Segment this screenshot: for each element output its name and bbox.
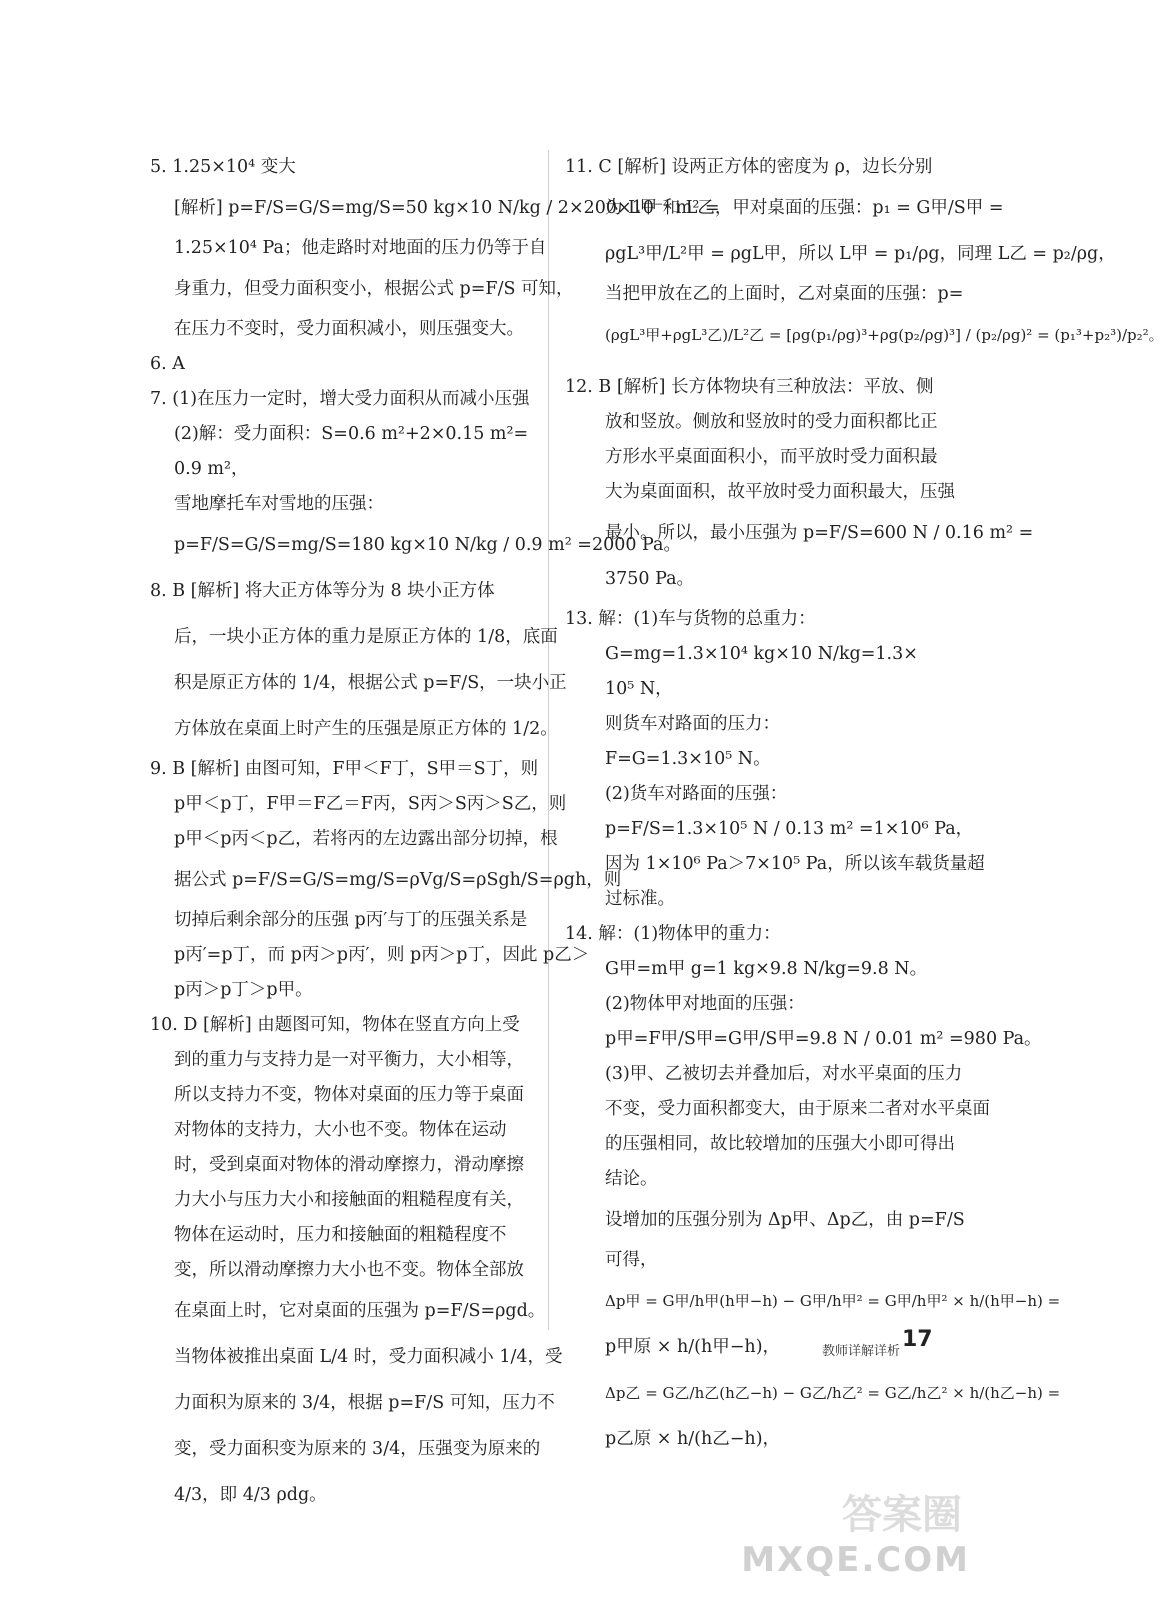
answer-9 [150, 752, 622, 1008]
line: 11. C [解析] 设两正方体的密度为 ρ，边长分别 [565, 157, 933, 177]
line: 14. 解：(1)物体甲的重力： [565, 924, 781, 944]
line: p=F/S=1.3×10⁵ N / 0.13 m² =1×10⁶ Pa， [605, 819, 974, 839]
line: 9. B [解析] 由图可知，F甲＜F丁，S甲＝S丁，则 [150, 759, 539, 779]
line: 因为 1×10⁶ Pa＞7×10⁵ Pa，所以该车载货量超 [605, 854, 985, 874]
line: 变，受力面积变为原来的 3/4，压强变为原来的 [174, 1439, 541, 1459]
page-number: 17 [902, 1327, 933, 1352]
line: 1.25×10⁴ Pa；他走路时对地面的压力仍等于自 [174, 238, 547, 258]
line: 当把甲放在乙的上面时，乙对桌面的压强：p= [605, 284, 964, 304]
line: 放和竖放。侧放和竖放时的受力面积都比正 [605, 412, 938, 432]
line: (ρgL³甲+ρgL³乙)/L²乙 = [ρg(p₁/ρg)³+ρg(p₂/ρg)³] / (p₂/ρg)² = (p₁³+p₂³)/p₂²。 [605, 326, 1164, 344]
line: (3)甲、乙被切去并叠加后，对水平桌面的压力 [605, 1064, 963, 1084]
line: 在压力不变时，受力面积减小，则压强变大。 [174, 319, 524, 339]
line: ρgL³甲/L²甲 = ρgL甲，所以 L甲 = p₁/ρg，同理 L乙 = p₂/ρg， [605, 244, 1116, 264]
line: 最小。所以，最小压强为 p=F/S=600 N / 0.16 m² = [605, 523, 1034, 543]
line: 时，受到桌面对物体的滑动摩擦力，滑动摩擦 [174, 1155, 524, 1175]
line: 6. A [150, 354, 185, 374]
watermark-logo: 答案圈 [842, 1492, 962, 1538]
line: p丙′=p丁，而 p丙＞p丙′，则 p丙＞p丁，因此 p乙＞ [174, 945, 590, 965]
line: (2)货车对路面的压强： [605, 784, 788, 804]
line: 当物体被推出桌面 L/4 时，受力面积减小 1/4，受 [174, 1347, 563, 1367]
line: p甲＜p丁，F甲＝F乙＝F丙，S丙＞S丙＞S乙，则 [174, 794, 567, 814]
line: 力面积为原来的 3/4，根据 p=F/S 可知，压力不 [174, 1393, 555, 1413]
line: 后，一块小正方体的重力是原正方体的 1/8，底面 [174, 627, 558, 647]
line: p甲原 × h/(h甲−h)， [605, 1337, 781, 1357]
line: 12. B [解析] 长方体物块有三种放法：平放、侧 [565, 377, 934, 397]
line: 到的重力与支持力是一对平衡力，大小相等， [174, 1050, 524, 1070]
line: 所以支持力不变，物体对桌面的压力等于桌面 [174, 1085, 524, 1105]
line: 5. 1.25×10⁴ 变大 [150, 157, 296, 177]
right-column [565, 150, 1164, 1462]
footer-label: 教师详解详析 [822, 1344, 901, 1359]
line: 为 L甲 和 L乙，甲对桌面的压强：p₁ = G甲/S甲 = [605, 198, 1004, 218]
answer-6 [150, 347, 540, 382]
watermark-url: MXQE.COM [741, 1540, 970, 1580]
line: 积是原正方体的 1/4，根据公式 p=F/S，一块小正 [174, 673, 567, 693]
line: p甲=F甲/S甲=G甲/S甲=9.8 N / 0.01 m² =980 Pa。 [605, 1029, 1042, 1049]
line: 身重力，但受力面积变小，根据公式 p=F/S 可知， [174, 279, 574, 299]
line: 13. 解：(1)车与货物的总重力： [565, 609, 816, 629]
line: 则货车对路面的压力： [605, 714, 780, 734]
line: 设增加的压强分别为 Δp甲、Δp乙，由 p=F/S [605, 1210, 965, 1230]
line: G=mg=1.3×10⁴ kg×10 N/kg=1.3× [605, 644, 918, 664]
answer-10 [150, 1008, 563, 1518]
line: 4/3，即 4/3 ρdg。 [174, 1485, 327, 1505]
line: 0.9 m²， [174, 459, 249, 479]
line: 方体放在桌面上时产生的压强是原正方体的 1/2。 [174, 719, 558, 739]
line: 对物体的支持力，大小也不变。物体在运动 [174, 1120, 507, 1140]
line: 在桌面上时，它对桌面的压强为 p=F/S=ρgd。 [174, 1301, 546, 1321]
line: 据公式 p=F/S=G/S=mg/S=ρVg/S=ρSgh/S=ρgh，则 [174, 870, 622, 890]
line: [解析] p=F/S=G/S=mg/S=50 kg×10 N/kg / 2×200×10⁻⁴ m² = [174, 198, 720, 218]
line: F=G=1.3×10⁵ N。 [605, 749, 771, 769]
line: 方形水平桌面面积小，而平放时受力面积最 [605, 447, 938, 467]
line: Δp甲 = G甲/h甲(h甲−h) − G甲/h甲² = G甲/h甲² × h/(h甲−h) = [605, 1292, 1061, 1310]
line: Δp乙 = G乙/h乙(h乙−h) − G乙/h乙² = G乙/h乙² × h/(h乙−h) = [605, 1384, 1061, 1402]
line: p乙原 × h/(h乙−h)， [605, 1429, 781, 1449]
line: 的压强相同，故比较增加的压强大小即可得出 [605, 1134, 955, 1154]
answer-14 [565, 917, 1061, 1462]
line: 10⁵ N， [605, 679, 673, 699]
line: 不变，受力面积都变大，由于原来二者对水平桌面 [605, 1099, 990, 1119]
line: 结论。 [605, 1169, 658, 1189]
answer-7 [150, 382, 681, 568]
line: p甲＜p丙＜p乙，若将丙的左边露出部分切掉，根 [174, 829, 558, 849]
line: 过标准。 [605, 889, 675, 909]
answer-11 [565, 150, 1164, 358]
line: 切掉后剩余部分的压强 p丙′与丁的压强关系是 [174, 910, 528, 930]
answer-8 [150, 568, 567, 752]
line: p丙＞p丁＞p甲。 [174, 980, 313, 1000]
line: 雪地摩托车对雪地的压强： [174, 494, 384, 514]
line: (2)物体甲对地面的压强： [605, 994, 805, 1014]
line: 物体在运动时，压力和接触面的粗糙程度不 [174, 1225, 507, 1245]
line: 可得， [605, 1250, 658, 1270]
line: 7. (1)在压力一定时，增大受力面积从而减小压强 [150, 389, 530, 409]
line: G甲=m甲 g=1 kg×9.8 N/kg=9.8 N。 [605, 959, 928, 979]
line: 大为桌面面积，故平放时受力面积最大，压强 [605, 482, 955, 502]
line: 变，所以滑动摩擦力大小也不变。物体全部放 [174, 1260, 524, 1280]
line: 3750 Pa。 [605, 569, 695, 589]
line: 8. B [解析] 将大正方体等分为 8 块小正方体 [150, 581, 495, 601]
line: (2)解：受力面积：S=0.6 m²+2×0.15 m²= [174, 424, 529, 444]
answer-5 [150, 150, 720, 347]
line: 10. D [解析] 由题图可知，物体在竖直方向上受 [150, 1015, 520, 1035]
answer-13 [565, 602, 985, 917]
line: 力大小与压力大小和接触面的粗糙程度有关， [174, 1190, 524, 1210]
line: p=F/S=G/S=mg/S=180 kg×10 N/kg / 0.9 m² =2000 Pa。 [174, 535, 681, 555]
answer-12 [565, 370, 1034, 602]
